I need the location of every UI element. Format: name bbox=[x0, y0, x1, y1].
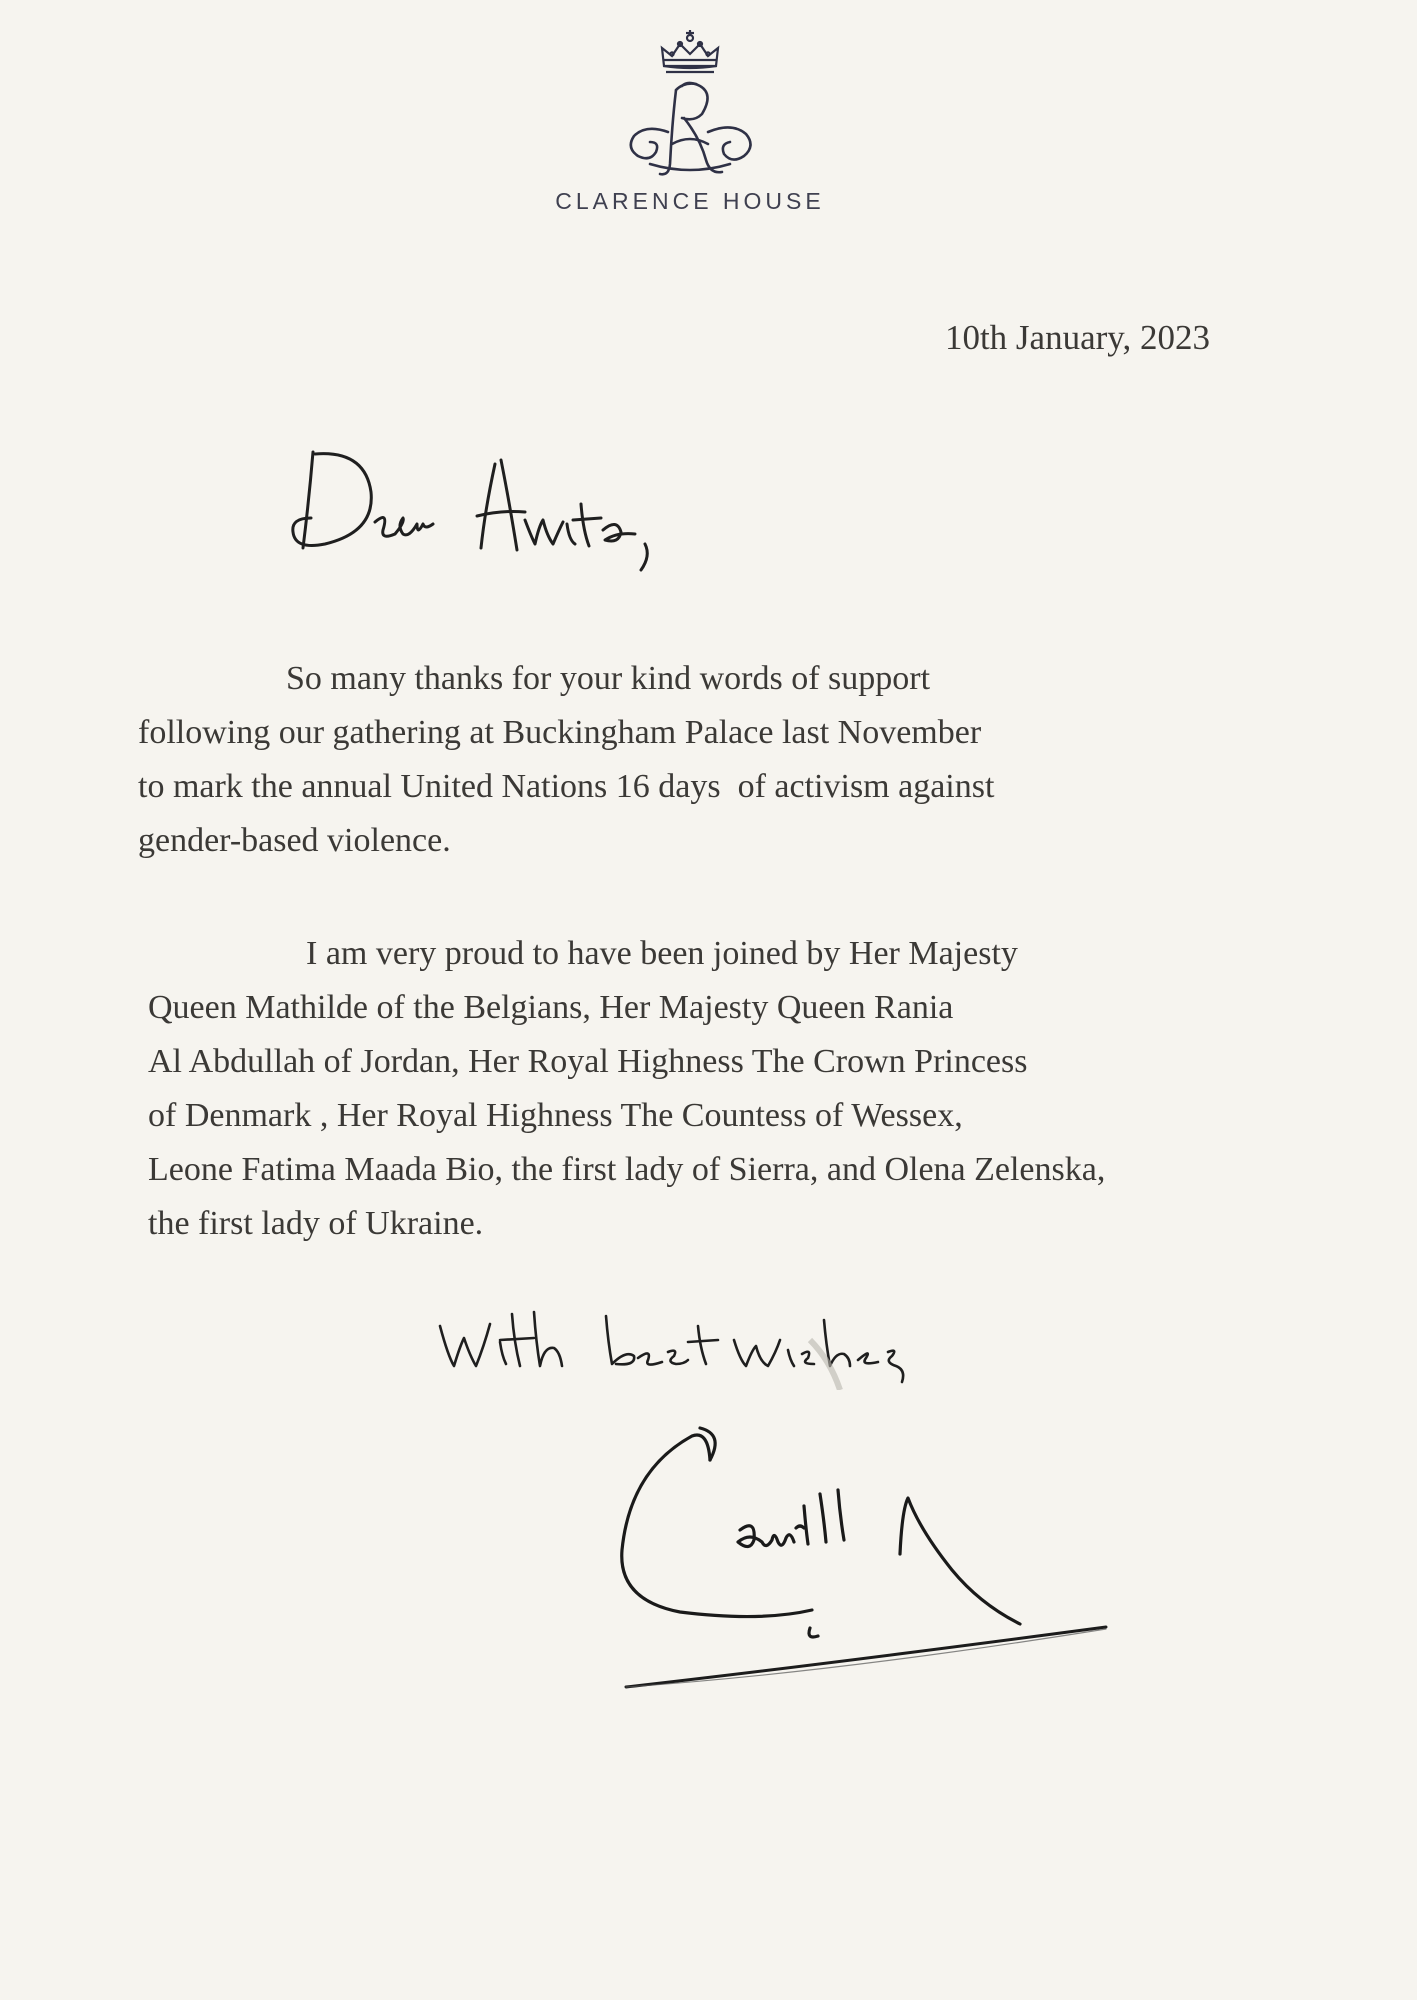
paragraph-line: Leone Fatima Maada Bio, the first lady of Sierra, and Olena Zelenska, bbox=[148, 1151, 1106, 1188]
paragraph-line: gender-based violence. bbox=[138, 822, 451, 859]
paragraph-line: of Denmark , Her Royal Highness The Countess of Wessex, bbox=[148, 1097, 963, 1134]
paragraph-line: I am very proud to have been joined by Her Majesty bbox=[306, 935, 1018, 972]
handwritten-closing bbox=[430, 1290, 1010, 1390]
house-name: CLARENCE HOUSE bbox=[555, 188, 825, 214]
letter-date: 10th January, 2023 bbox=[944, 318, 1210, 357]
paragraph-line: the first lady of Ukraine. bbox=[148, 1205, 484, 1242]
crown-monogram-crest-icon bbox=[610, 14, 770, 184]
paragraph-line: to mark the annual United Nations 16 days of activism against bbox=[138, 768, 995, 805]
body-paragraph-1 bbox=[138, 652, 1288, 868]
paragraph-line: Al Abdullah of Jordan, Her Royal Highness The Crown Princess bbox=[148, 1043, 1028, 1080]
paragraph-line: following our gathering at Buckingham Palace last November bbox=[138, 714, 982, 751]
paragraph-line: Queen Mathilde of the Belgians, Her Majesty Queen Rania bbox=[148, 989, 954, 1026]
handwritten-salutation bbox=[285, 440, 725, 580]
body-paragraph-2 bbox=[148, 927, 1328, 1251]
signature-underline bbox=[620, 1615, 1120, 1695]
paragraph-line: So many thanks for your kind words of support bbox=[286, 660, 931, 697]
letterhead bbox=[0, 0, 1417, 230]
